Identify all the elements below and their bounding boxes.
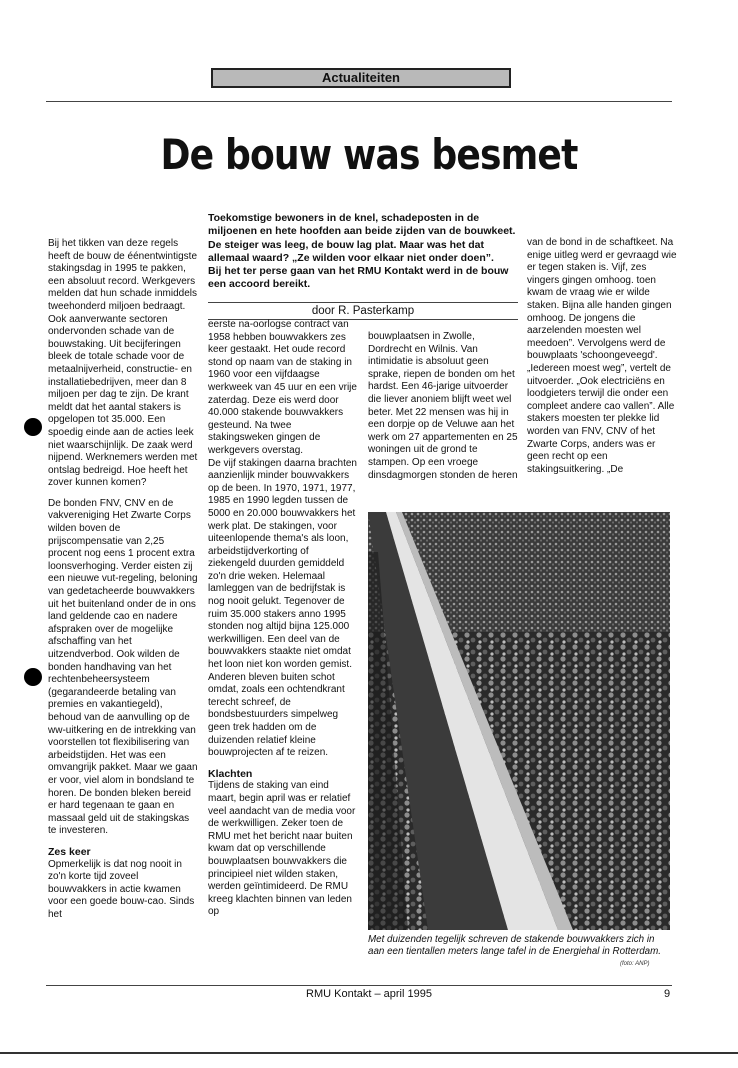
intro-paragraph-accord: Bij het ter perse gaan van het RMU Kontakt werd in de bouw een accoord bereikt. [208,265,509,291]
subheading: Zes keer [48,845,91,858]
page-edge [0,1052,738,1054]
body-paragraph: eerste na-oorlogse contract van 1958 hebben bouwvakkers zes keer gestaakt. Het oude record stond op naam van de staking in 1960 voor een vijfdaagse werkweek van 45 uur en een vrije zaterdag. Deze eis werd door 40.000 stakende bouwvakkers gesteund. Na twee stakingsweken gingen de werkgevers overstag. [208,319,357,456]
footer-rule [46,985,672,986]
body-paragraph: bouwplaatsen in Zwolle, Dordrecht en Wilnis. Van intimidatie is absoluut geen sprake, riepen de bonden om het hardst. Een 46-jarige uitvoerder die liever anoniem blijft weet wel beter. Met 22 mensen was hij in een dorpje op de Veluwe aan het werk om 27 appartementen en 25 woningen uit de grond te stampen. Op een vroege dinsdagmorgen stonden de heren [368,331,518,481]
body-paragraph: De bonden FNV, CNV en de vakvereniging Het Zwarte Corps wilden boven de prijscompensatie van 2,25 procent nog eens 1 procent extra loonsverhoging. Verder eisten zij een nieuwe vut-regeling, beloning van gedetacheerde bouwvakkers uit het buitenland onder de in ons land geldende cao en nadere afspraken over de mogelijke afschaffing van het uitzendverbod. Ook wilden de bonden handhaving van het rechtenbeheersysteem (gegarandeerde betaling van premies en vakantiegeld), behoud van de aanvulling op de ww-uitkering en de intrekking van voorstellen tot flexibilisering van arbeidstijden. Het was een omvangrijk pakket. Maar we gaan er voor, viel alom in bondsland te horen. De bonden bleken bereid er hard tegenaan te gaan en massaal geld uit de stakingskas te investeren. [48,497,198,837]
article-byline: door R. Pasterkamp [311,305,415,317]
article-headline: De bouw was besmet [160,130,578,179]
page-number: 9 [664,988,671,1000]
byline-rule-top [208,302,518,303]
footer-publication: RMU Kontakt – april 1995 [306,988,432,1000]
photo-credit: (foto: ANP) [620,961,650,967]
punch-hole-marker [24,668,42,686]
article-column-1 [48,238,198,929]
photo-caption: Met duizenden tegelijk schreven de stakende bouwvakkers zich in aan een tientallen meters lange tafel in de Energiehal in Rotterdam. [368,934,662,957]
header-rule [46,101,672,102]
body-paragraph: De vijf stakingen daarna brachten aanzienlijk minder bouwvakkers op de been. In 1970, 1971, 1977, 1985 en 1990 legden tussen de 5000 en 20.000 bouwvakkers het werk plat. De stakingen, voor uiteenlopende thema's als loon, arbeidstijdverkorting of ziekengeld duurden gemiddeld zo'n drie weken. Helemaal lamleggen van de bedrijfstak is nog nooit gelukt. Tegenover de ruim 35.000 stakers anno 1995 stonden nog altijd bijna 125.000 werkwilligen. Een deel van de bouwvakkers staakte niet omdat het loon niet kon worden gemist. Anderen bleven buiten schot omdat, zoals een ochtendkrant terecht schreef, de bondsbestuurders simpelweg geen trek hadden om de duizenden relatief kleine bouwprojecten af te reizen. [208,457,357,759]
article-intro [208,212,518,292]
article-column-4 [527,237,677,484]
intro-paragraph: Toekomstige bewoners in de knel, schadeposten in de miljoenen en hete hoofden aan beide zijden van de bouwkeet. De steiger was leeg, de bouw lag plat. Maar was het dat allemaal waard? „Ze wilden voor elkaar niet onder doen”. [208,212,516,264]
section-label: Actualiteiten [211,68,511,88]
subheading: Klachten [208,767,253,780]
article-column-3 [368,331,518,490]
body-paragraph: Tijdens de staking van eind maart, begin april was er relatief veel aandacht van de media voor de werkwilligen. Zeker toen de RMU met het bericht naar buiten kwam dat op verschillende bouwplaatsen bouwvakkers die principieel niet wilden staken, werden geïntimideerd. De RMU kreeg klachten binnen van leden op [208,780,356,918]
news-photo [368,512,670,930]
body-paragraph: Opmerkelijk is dat nog nooit in zo'n korte tijd zoveel bouwvakkers in actie kwamen voor een goede bouw-cao. Sinds het [48,858,195,920]
article-column-2 [208,319,358,927]
body-paragraph: Bij het tikken van deze regels heeft de bouw de éénentwintigste stakingsdag in 1995 te pakken, een absoluut record. Werkgevers melden dat hun schade inmiddels tweehonderd miljoen bedraagt. Ook aanverwante sectoren ondervonden schade van de bouwstaking. Uit becijferingen bleek de totale schade voor de metaalnijverheid, constructie- en installatiebedrijven, meer dan 8 miljoen per dag te zijn. De krant meldt dat het aantal stakers is opgelopen tot 35.000. Een spoedig einde aan de acties leek niet waarschijnlijk. De zaak werd nijpend. Werknemers werden met ontslag bedreigd. Hoe heeft het zover kunnen komen? [48,238,198,489]
body-paragraph: van de bond in de schaftkeet. Na enige uitleg werd er gevraagd wie er tegen staken is. Vijf, zes vingers gingen omhoog. toen kwam de vraag wie er wilde staken. Bijna alle handen gingen omhoog. De jongens die aarzelenden moesten wel meedoen”. Vervolgens werd de bouwplaats 'schoongeveegd'. „Iedereen moest weg”, vertelt de uitvoerder. „Ook electriciëns en loodgieters terwijl die onder een compleet andere cao vallen”. Alle stakers moesten ter plekke lid worden van FNV, CNV of het Zwarte Corps, anders was er geen recht op een stakingsuitkering. „De [527,237,677,475]
punch-hole-marker [24,418,42,436]
